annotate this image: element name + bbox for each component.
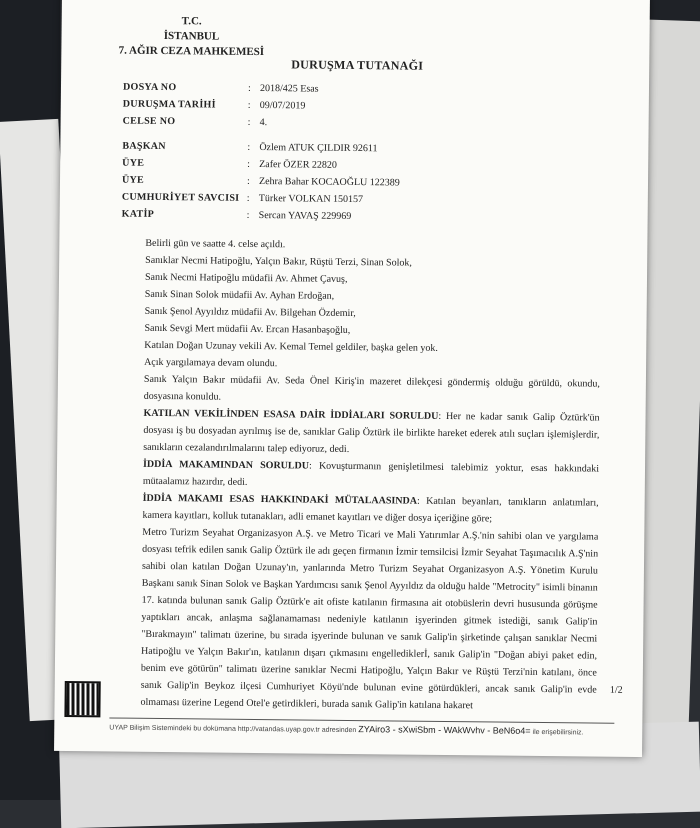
- meta-value: 2018/425 Esas: [259, 83, 319, 95]
- paragraph-intervener: [119, 405, 600, 461]
- footer-suffix: ile erişebilirsiniz.: [532, 728, 584, 737]
- panel-label: ÜYE: [121, 174, 145, 186]
- paragraph-excuse: Sanık Yalçın Bakır müdafii Av. Seda Önel Kiriş'in mazeret dilekçesi göndermiş olduğu görüldü, okundu, dosyasına konuldu.: [143, 373, 600, 403]
- section-text: : Katılan beyanları, tanıkların anlatımları, kamera kayıtları, kolluk tutanakları, adli emanet kayıtları ve diğer dosya içeriğine göre;: [142, 495, 599, 525]
- attendance-line: Belirli gün ve saatte 4. celse açıldı.: [145, 237, 286, 251]
- meta-row: DOSYA NO : 2018/425 Esas: [122, 81, 319, 95]
- meta-value: 09/07/2019: [259, 100, 306, 112]
- panel-row: KATİP : Sercan YAVAŞ 229969: [121, 208, 352, 222]
- section-heading: İDDİA MAKAMI ESAS HAKKINDAKİ MÜTALAASINDA: [142, 492, 418, 507]
- header-line-court: 7. AĞIR CEZA MAHKEMESİ: [118, 44, 265, 59]
- section-heading: KATILAN VEKİLİNDEN ESASA DAİR İDDİALARI SORULDU: [143, 407, 439, 422]
- panel-value: Zehra Bahar KOCAOĞLU 122389: [258, 176, 400, 189]
- header-line-tc: T.C.: [181, 15, 202, 28]
- panel-value: Sercan YAVAŞ 229969: [258, 210, 352, 222]
- attendance-line: Sanık Sevgi Mert müdafii Av. Ercan Hasanbaşoğlu,: [144, 322, 351, 336]
- attendance-line: Açık yargılamaya devam olundu.: [144, 356, 278, 370]
- document-body: [116, 235, 601, 716]
- meta-row: DURUŞMA TARİHİ : 09/07/2019: [122, 98, 306, 112]
- attendance-line: Sanık Şenol Ayyıldız müdafii Av. Bilgehan Özdemir,: [144, 305, 356, 320]
- panel-row: ÜYE : Zehra Bahar KOCAOĞLU 122389: [121, 174, 400, 189]
- paragraph-prosecution: [119, 456, 599, 495]
- meta-label: DOSYA NO: [122, 81, 177, 94]
- attendance-line: Sanıklar Necmi Hatipoğlu, Yalçın Bakır, Rüştü Terzi, Sinan Solok,: [145, 254, 412, 269]
- qr-code: [64, 681, 100, 717]
- paragraph-opinion: [118, 490, 598, 529]
- panel-value: Özlem ATUK ÇILDIR 92611: [259, 142, 378, 155]
- court-header: [91, 13, 291, 60]
- attendance-line: Katılan Doğan Uzunay vekili Av. Kemal Temel geldiler, başka gelen yok.: [144, 339, 438, 354]
- attendance-line: Sanık Sinan Solok müdafii Av. Ayhan Erdoğan,: [144, 288, 335, 302]
- attendance-line: Sanık Necmi Hatipoğlu müdafii Av. Ahmet Çavuş,: [144, 271, 348, 285]
- case-metadata: [122, 79, 401, 226]
- page-number: 1/2: [609, 684, 623, 696]
- panel-row: ÜYE : Zafer ÖZER 22820: [122, 157, 338, 171]
- panel-value: Türker VOLKAN 150157: [258, 193, 364, 206]
- section-text: : Her ne kadar sanık Galip Öztürk'ün dosyası iş bu dosyadan ayrılmış ise de, sanıklar Galip Öztürk ile birlikte hareket ederek atılı suçları işlemişlerdir, sanıkların cezalandırılmalarını talep ediyoruz, dedi.: [143, 410, 600, 455]
- meta-label: CELSE NO: [122, 115, 176, 128]
- panel-label: ÜYE: [122, 157, 145, 169]
- panel-label: BAŞKAN: [122, 140, 166, 153]
- meta-value: 4.: [259, 117, 268, 129]
- meta-row: CELSE NO : 4.: [122, 115, 268, 129]
- section-heading: İDDİA MAKAMINDAN SORULDU: [142, 458, 310, 472]
- panel-value: Zafer ÖZER 22820: [259, 159, 338, 171]
- document-title: DURUŞMA TUTANAĞI: [291, 57, 424, 73]
- header-line-city: İSTANBUL: [163, 30, 220, 43]
- meta-label: DURUŞMA TARİHİ: [122, 98, 216, 111]
- panel-label: CUMHURİYET SAVCISI: [121, 191, 240, 204]
- paragraph-facts: Metro Turizm Seyahat Organizasyon A.Ş. ve Metro Ticari ve Mali Yatırımlar A.Ş.'nin sahibi olan ve yargılama dosyası tefrik edilen sanık Galip Öztürk ile adı geçen firmanın İzmir temsilcisi İzmir Seyahat Taşımacılık A.Ş'nin sahibi olan katılan Doğan Uzunay'ın, yanlarında Metro Turizm Seyahat Organizasyon A.Ş. Yönetim Kurulu Başkanı sanık Sinan Solok ve Başkan Yardımcısı sanık Şenol Ayyıldız da olduğu halde "Metrocity" isimli binanın 17. katında bulunan sanık Galip Öztürk'e ait ofiste katılanın firmasına ait otobüslerin devri hususunda görüşme yaptıkları ancak, anlaşma sağlanamaması nedeniyle katılanın işyerinden gitmek istediği, sanık Galip'in "Bırakmayın" talimatı üzerine, bu sırada işyerinde bulunan ve sanık Galip'in şirketinde çalışan sanıklar Necmi Hatipoğlu ve Yalçın Bakır'ın, katılanın dışarı çıkmasını engellediklerİ, sanık Galip'in "Doğan abiyi paket edin, benim eve götürün" talimatı üzerine sanıklar Necmi Hatipoğlu, Yalçın Bakır ve Rüştü Terzi'nin katılanı, önce sanık Galip'in Beykoz ilçesi Cumhuriyet Köyü'nde bulunan evine götürdükleri, ancak sanık Galip'in evde olmaması üzerine Legend Otel'e getirdikleri, burada sanık Galip'in katılana hakaret: [140, 526, 599, 712]
- section-text: : Kovuşturmanın genişletilmesi talebimiz yoktur, esas hakkındaki mütaalamız hazırdır, dedi.: [142, 460, 600, 488]
- court-document-page: [54, 0, 650, 757]
- footer-verification: [109, 721, 614, 736]
- footer-prefix: UYAP Bilişim Sistemindeki bu dokümana http://vatandas.uyap.gov.tr adresinden: [109, 724, 357, 735]
- panel-row: BAŞKAN : Özlem ATUK ÇILDIR 92611: [122, 140, 378, 155]
- panel-label: KATİP: [121, 208, 155, 220]
- verification-code: ZYAiro3 - sXwiSbm - WAkWvhv - BeN6o4=: [358, 724, 531, 736]
- panel-row: CUMHURİYET SAVCISI : Türker VOLKAN 150157: [121, 191, 364, 206]
